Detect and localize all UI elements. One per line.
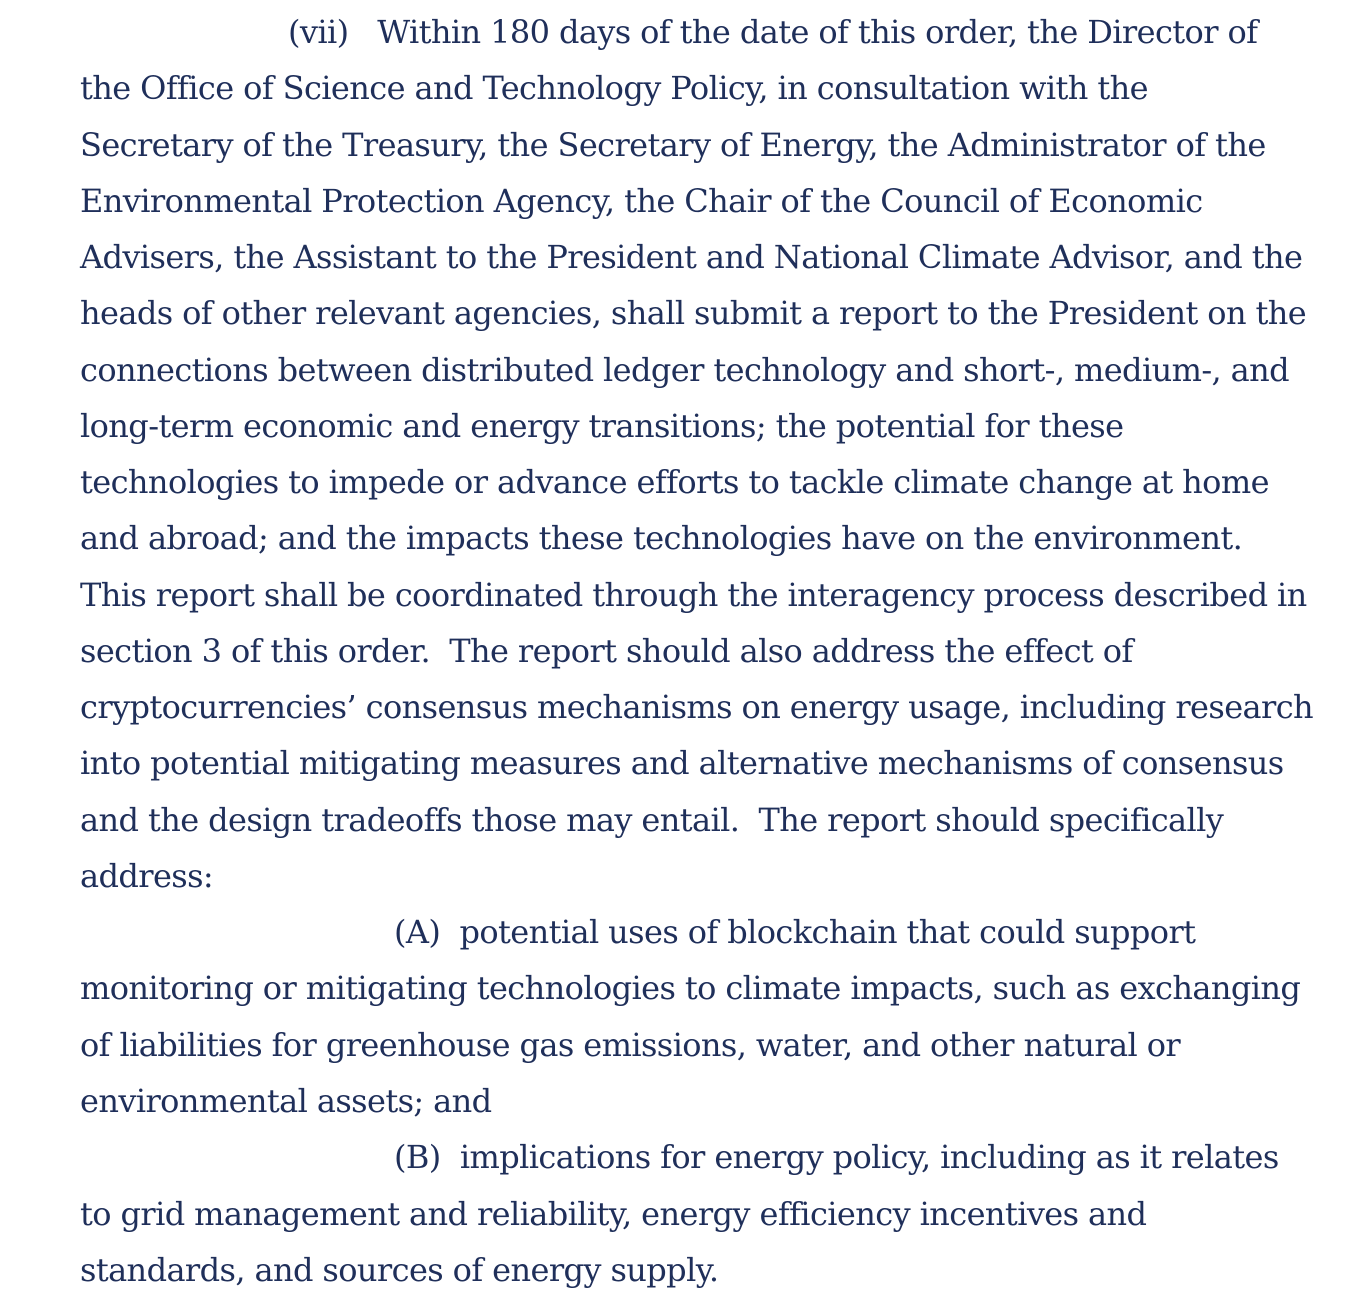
paragraph-vii-line: and abroad; and the impacts these technologies have on the environment.	[80, 519, 1243, 557]
paragraph-vii-line: Advisers, the Assistant to the President and National Climate Advisor, and the	[80, 238, 1303, 276]
paragraph-vii-first-line	[288, 12, 1257, 52]
paragraph-vii-line: Environmental Protection Agency, the Chair of the Council of Economic	[80, 182, 1203, 220]
paragraph-vii-line: into potential mitigating measures and alternative mechanisms of consensus	[80, 744, 1284, 782]
paragraph-vii-line: technologies to impede or advance efforts to tackle climate change at home	[80, 463, 1269, 501]
paragraph-vii-marker: (vii)	[288, 13, 349, 51]
paragraph-vii-line: the Office of Science and Technology Policy, in consultation with the	[80, 69, 1148, 107]
paragraph-vii-line: connections between distributed ledger technology and short-, medium-, and	[80, 351, 1290, 389]
subparagraph-a-line: of liabilities for greenhouse gas emissions, water, and other natural or	[80, 1026, 1181, 1064]
subparagraph-a-marker: (A)	[394, 913, 441, 951]
paragraph-vii-line: Secretary of the Treasury, the Secretary of Energy, the Administrator of the	[80, 126, 1266, 164]
paragraph-vii-line: and the design tradeoffs those may entail. The report should specifically	[80, 801, 1224, 839]
subparagraph-a-line: potential uses of blockchain that could support	[459, 913, 1196, 951]
subparagraph-b-line: implications for energy policy, including as it relates	[459, 1138, 1279, 1176]
subparagraph-a-line: environmental assets; and	[80, 1082, 492, 1120]
subparagraph-b-line: standards, and sources of energy supply.	[80, 1251, 719, 1289]
paragraph-vii-line: address:	[80, 857, 214, 895]
subparagraph-a-first-line	[394, 912, 1195, 952]
subparagraph-b-marker: (B)	[394, 1138, 441, 1176]
paragraph-vii-line: This report shall be coordinated through the interagency process described in	[80, 576, 1307, 614]
paragraph-vii-line: section 3 of this order. The report should also address the effect of	[80, 632, 1133, 670]
paragraph-vii-line: heads of other relevant agencies, shall submit a report to the President on the	[80, 294, 1307, 332]
paragraph-vii-line: cryptocurrencies’ consensus mechanisms on energy usage, including research	[80, 688, 1314, 726]
subparagraph-b-first-line	[394, 1137, 1279, 1177]
subparagraph-a-line: monitoring or mitigating technologies to climate impacts, such as exchanging	[80, 969, 1301, 1007]
subparagraph-b-line: to grid management and reliability, energy efficiency incentives and	[80, 1195, 1147, 1233]
paragraph-vii-line: long-term economic and energy transitions; the potential for these	[80, 407, 1124, 445]
paragraph-vii-line: Within 180 days of the date of this order, the Director of	[377, 13, 1258, 51]
